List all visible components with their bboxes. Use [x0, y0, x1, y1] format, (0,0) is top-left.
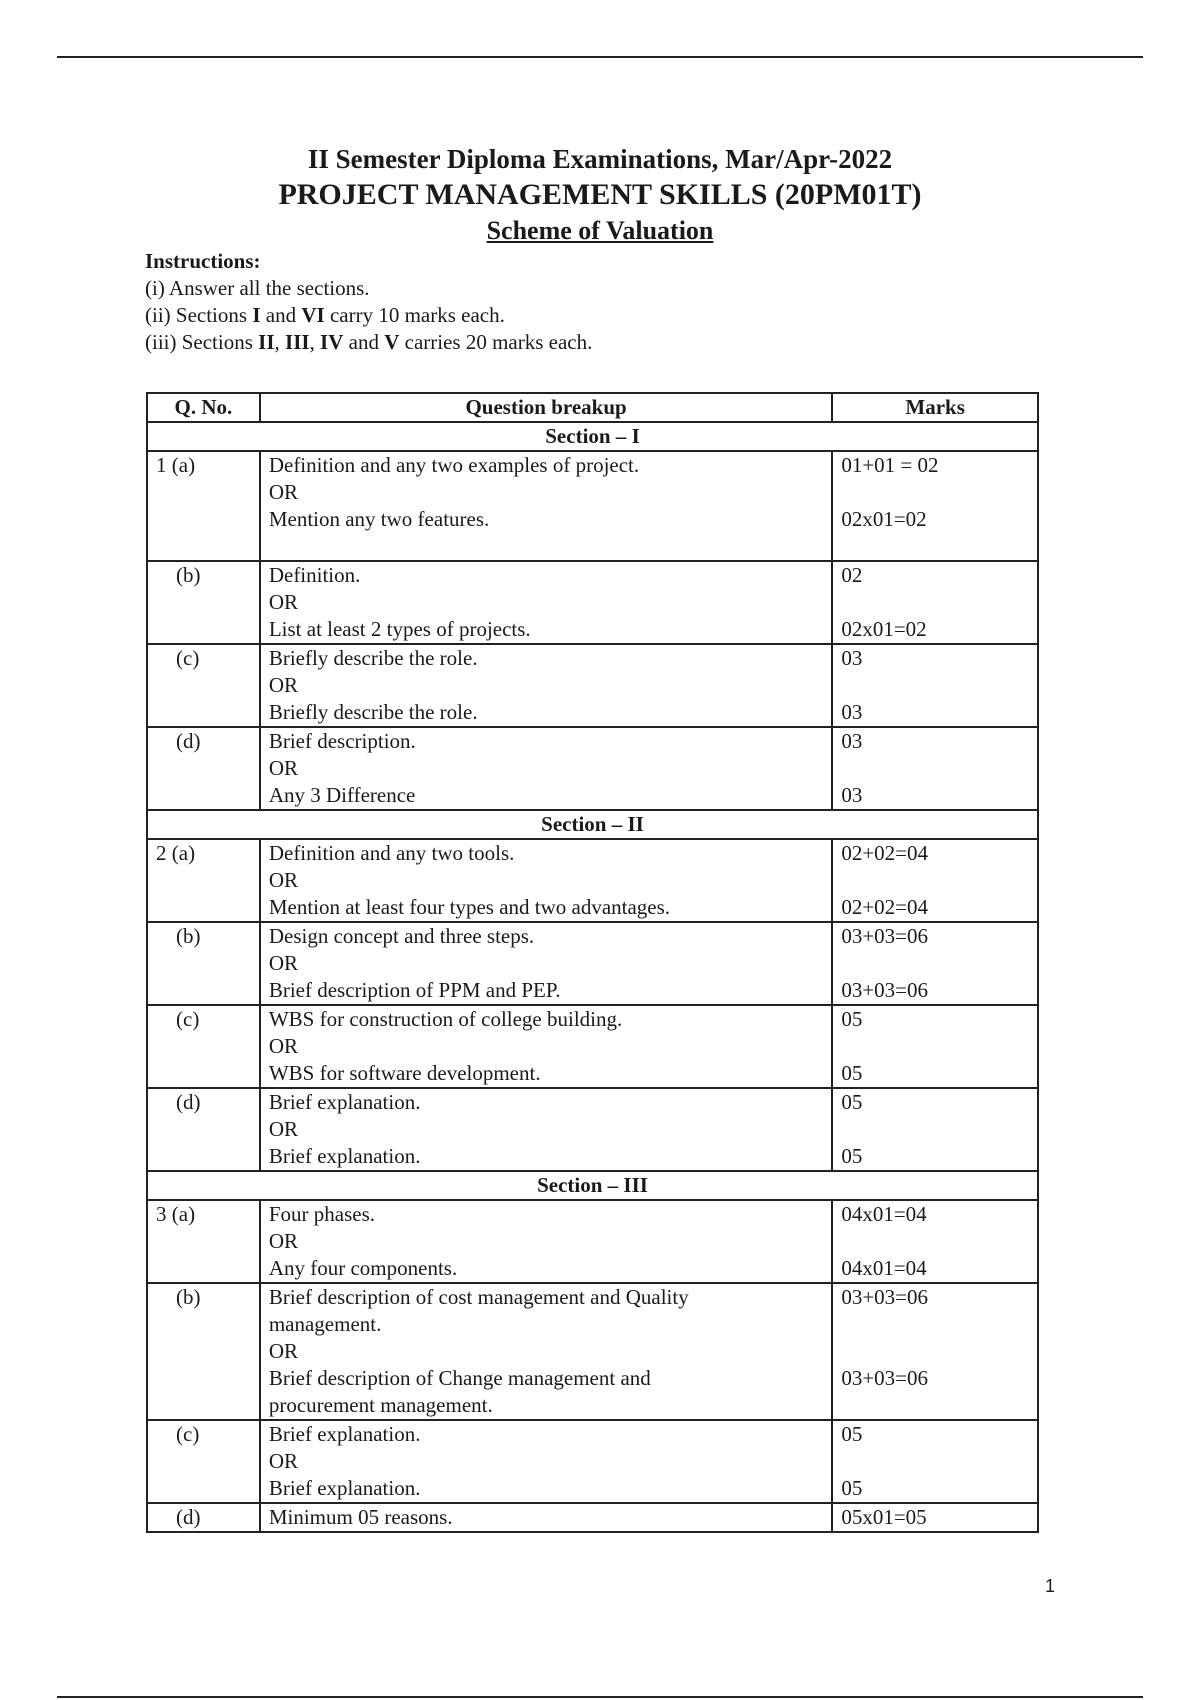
blank-line [841, 755, 1029, 782]
question-number: (d) [147, 1088, 260, 1171]
question-number: (c) [147, 644, 260, 727]
marks-value: 05 [841, 1476, 863, 1500]
marks-value: 03+03=06 [841, 1285, 929, 1309]
breakup-line: Definition. [268, 563, 361, 587]
breakup-line: OR [268, 1339, 299, 1363]
question-number: 3 (a) [147, 1200, 260, 1283]
breakup-line: OR [268, 951, 299, 975]
question-breakup [260, 1503, 833, 1532]
instruction-text: carries 20 marks each. [399, 330, 593, 354]
marks-value: 02+02=04 [841, 895, 929, 919]
table-row [147, 839, 1038, 922]
question-breakup [260, 922, 833, 1005]
section-row [147, 810, 1038, 839]
breakup-line: Mention at least four types and two advantages. [268, 895, 671, 919]
blank-line [841, 867, 1029, 894]
breakup-line: Brief description of Change management and [268, 1366, 651, 1390]
scheme-title-text: Scheme of Valuation [486, 216, 714, 245]
instruction-text: (ii) Sections [145, 303, 253, 327]
question-breakup [260, 839, 833, 922]
marks-value: 02x01=02 [841, 507, 927, 531]
marks-value: 05 [841, 1422, 863, 1446]
instruction-item [145, 329, 592, 356]
blank-line [841, 1116, 1029, 1143]
question-breakup [260, 1005, 833, 1088]
breakup-line: Definition and any two tools. [268, 841, 515, 865]
marks-cell [832, 1503, 1038, 1532]
question-breakup [260, 451, 833, 561]
marks-value: 02x01=02 [841, 617, 927, 641]
marks-cell [832, 839, 1038, 922]
header-question: Question breakup [260, 393, 833, 422]
question-number: (b) [147, 922, 260, 1005]
breakup-line: WBS for software development. [268, 1061, 541, 1085]
instruction-text: V [384, 330, 400, 354]
table-row [147, 451, 1038, 561]
marks-cell [832, 1200, 1038, 1283]
instruction-text: II [258, 330, 275, 354]
breakup-line: Any 3 Difference [268, 783, 416, 807]
instruction-item [145, 275, 592, 302]
subject-title: PROJECT MANAGEMENT SKILLS (20PM01T) [278, 178, 922, 211]
scheme-title [0, 216, 1200, 246]
breakup-line: OR [268, 590, 299, 614]
instruction-text: (i) Answer all the sections. [145, 276, 370, 300]
instruction-text: IV [320, 330, 344, 354]
instruction-text: , [274, 330, 286, 354]
breakup-line: WBS for construction of college building. [268, 1007, 623, 1031]
table-row [147, 922, 1038, 1005]
breakup-line: OR [268, 1034, 299, 1058]
marks-cell [832, 1088, 1038, 1171]
question-number: (c) [147, 1420, 260, 1503]
breakup-line: Any four components. [268, 1256, 458, 1280]
instructions-list [145, 275, 592, 356]
instruction-text: and [260, 303, 302, 327]
table-row [147, 644, 1038, 727]
marks-value: 05 [841, 1090, 863, 1114]
marks-value: 03+03=06 [841, 924, 929, 948]
table-header-row [147, 393, 1038, 422]
section-title: Section – I [147, 422, 1038, 451]
question-breakup [260, 644, 833, 727]
marks-cell [832, 561, 1038, 644]
marks-cell [832, 451, 1038, 561]
question-number: (d) [147, 727, 260, 810]
marks-value: 03 [841, 729, 863, 753]
question-number: (d) [147, 1503, 260, 1532]
header-marks: Marks [832, 393, 1038, 422]
instruction-text: and [343, 330, 385, 354]
marks-value: 05 [841, 1007, 863, 1031]
marks-cell [832, 644, 1038, 727]
table-row [147, 1005, 1038, 1088]
breakup-line: Design concept and three steps. [268, 924, 535, 948]
marks-cell [832, 1283, 1038, 1420]
question-breakup [260, 561, 833, 644]
breakup-line: Mention any two features. [268, 507, 490, 531]
marks-cell [832, 922, 1038, 1005]
breakup-line: Brief description of cost management and Quality [268, 1285, 689, 1309]
table-row [147, 1420, 1038, 1503]
breakup-line: Briefly describe the role. [268, 700, 478, 724]
blank-line [841, 1311, 1029, 1338]
table-body [147, 422, 1038, 1532]
breakup-line: Brief description. [268, 729, 416, 753]
breakup-line: OR [268, 673, 299, 697]
blank-line [841, 1392, 1029, 1419]
marks-value: 02 [841, 563, 863, 587]
question-number: (b) [147, 561, 260, 644]
breakup-line: Brief explanation. [268, 1422, 421, 1446]
breakup-line: Definition and any two examples of project. [268, 453, 640, 477]
blank-line [841, 1448, 1029, 1475]
breakup-line: OR [268, 868, 299, 892]
section-row [147, 1171, 1038, 1200]
question-number: (b) [147, 1283, 260, 1420]
marks-value: 04x01=04 [841, 1256, 927, 1280]
breakup-line: Briefly describe the role. [268, 646, 478, 670]
breakup-line: management. [268, 1312, 382, 1336]
breakup-line: procurement management. [268, 1393, 493, 1417]
instruction-text: III [285, 330, 310, 354]
marks-cell [832, 1420, 1038, 1503]
marks-value: 05x01=05 [841, 1505, 927, 1529]
blank-line [841, 950, 1029, 977]
instructions [145, 248, 592, 356]
table-row [147, 1283, 1038, 1420]
marks-value: 03 [841, 783, 863, 807]
table-row [147, 1503, 1038, 1532]
marks-value: 03 [841, 700, 863, 724]
instruction-item [145, 302, 592, 329]
section-title: Section – II [147, 810, 1038, 839]
valuation-table [146, 392, 1039, 1533]
breakup-line: OR [268, 1117, 299, 1141]
bottom-rule [57, 1696, 1143, 1698]
question-number: 2 (a) [147, 839, 260, 922]
breakup-line: Brief explanation. [268, 1144, 421, 1168]
instruction-text: VI [301, 303, 325, 327]
marks-cell [832, 1005, 1038, 1088]
instruction-text: I [252, 303, 261, 327]
blank-line [841, 589, 1029, 616]
breakup-line: Brief explanation. [268, 1476, 421, 1500]
blank-line [841, 672, 1029, 699]
breakup-line: OR [268, 756, 299, 780]
marks-value: 03 [841, 646, 863, 670]
instruction-text: carry 10 marks each. [324, 303, 505, 327]
blank-line [269, 533, 824, 560]
table-row [147, 1088, 1038, 1171]
question-breakup [260, 1088, 833, 1171]
blank-line [841, 1033, 1029, 1060]
section-title: Section – III [147, 1171, 1038, 1200]
marks-value: 03+03=06 [841, 1366, 929, 1390]
breakup-line: OR [268, 1229, 299, 1253]
question-number: 1 (a) [147, 451, 260, 561]
breakup-line: OR [268, 480, 299, 504]
question-breakup [260, 1283, 833, 1420]
breakup-line: Brief description of PPM and PEP. [268, 978, 561, 1002]
breakup-line: Four phases. [268, 1202, 375, 1226]
page-number: 1 [1044, 1576, 1055, 1596]
question-number: (c) [147, 1005, 260, 1088]
marks-value: 04x01=04 [841, 1202, 927, 1226]
section-row [147, 422, 1038, 451]
question-breakup [260, 1420, 833, 1503]
marks-value: 05 [841, 1061, 863, 1085]
breakup-line: Minimum 05 reasons. [268, 1505, 453, 1529]
instruction-text: (iii) Sections [145, 330, 259, 354]
marks-value: 02+02=04 [841, 841, 929, 865]
breakup-line: List at least 2 types of projects. [268, 617, 531, 641]
table-row [147, 1200, 1038, 1283]
instructions-heading: Instructions: [145, 249, 261, 273]
marks-value: 01+01 = 02 [841, 453, 939, 477]
exam-title: II Semester Diploma Examinations, Mar/Apr-2022 [307, 144, 893, 174]
marks-value: 03+03=06 [841, 978, 929, 1002]
blank-line [841, 1228, 1029, 1255]
marks-cell [832, 727, 1038, 810]
blank-line [841, 1338, 1029, 1365]
table-row [147, 561, 1038, 644]
breakup-line: Brief explanation. [268, 1090, 421, 1114]
instruction-text: , [309, 330, 321, 354]
top-rule [57, 56, 1143, 58]
table-row [147, 727, 1038, 810]
question-breakup [260, 1200, 833, 1283]
header-qno: Q. No. [147, 393, 260, 422]
question-breakup [260, 727, 833, 810]
marks-value: 05 [841, 1144, 863, 1168]
breakup-line: OR [268, 1449, 299, 1473]
blank-line [841, 479, 1029, 506]
